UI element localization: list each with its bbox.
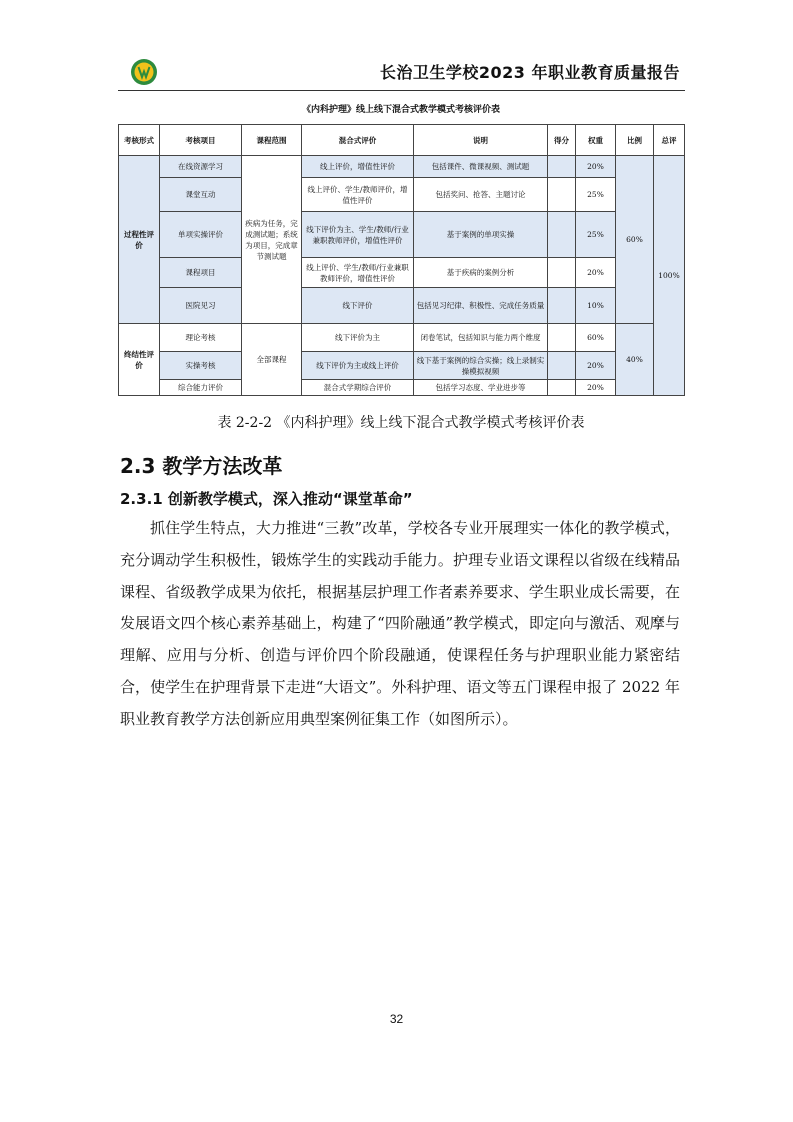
table-caption: 表 2-2-2 《内科护理》线上线下混合式教学模式考核评价表 — [217, 415, 585, 431]
total-cell: 100% — [654, 156, 685, 396]
header-cell: 总评 — [654, 125, 685, 156]
section-heading: 2.3 教学方法改革 — [120, 454, 283, 478]
score-cell — [548, 212, 576, 258]
weight-cell: 20% — [576, 380, 616, 396]
header-cell: 比例 — [616, 125, 654, 156]
weight-cell: 20% — [576, 258, 616, 288]
eval-cell: 线下评价 — [302, 288, 414, 324]
table-row — [119, 288, 685, 324]
table-row — [119, 178, 685, 212]
header-cell: 考核项目 — [160, 125, 242, 156]
header-cell: 说明 — [414, 125, 548, 156]
item-cell: 课堂互动 — [160, 178, 242, 212]
eval-cell: 线上评价、学生/教师评价，增值性评价 — [302, 178, 414, 212]
header-divider — [118, 90, 685, 91]
desc-cell: 包括奖问、抢答、主题讨论 — [414, 178, 548, 212]
header-cell: 权重 — [576, 125, 616, 156]
eval-cell: 线上评价、学生/教师/行业兼职教师评价，增值性评价 — [302, 258, 414, 288]
body-paragraph: 抓住学生特点，大力推进“三教”改革，学校各专业开展理实一体化的教学模式，充分调动学生积极性，锻炼学生的实践动手能力。护理专业语文课程以省级在线精品课程、省级教学成果为依托，根据基层护理工作者素养要求、学生职业成长需要，在发展语文四个核心素养基础上，构建了“四阶融通”教学模式，即定向与激活、观摩与理解、应用与分析、创造与评价四个阶段融通，使课程任务与护理职业能力紧密结合，使学生在护理背景下走进“大语文”。外科护理、语文等五门课程申报了 2022 年职业教育教学方法创新应用典型案例征集工作（如图所示）。 — [120, 519, 680, 728]
desc-cell: 包括课件、微课视频、测试题 — [414, 156, 548, 178]
table-row — [119, 156, 685, 178]
eval-cell: 线上评价，增值性评价 — [302, 156, 414, 178]
weight-cell: 60% — [576, 324, 616, 352]
item-cell: 在线资源学习 — [160, 156, 242, 178]
assessment-table — [118, 124, 685, 396]
table-row — [119, 324, 685, 352]
group-label-process: 过程性评价 — [119, 156, 160, 324]
desc-cell: 基于疾病的案例分析 — [414, 258, 548, 288]
eval-cell: 线下评价为主、学生/教师/行业兼职教师评价，增值性评价 — [302, 212, 414, 258]
range-cell: 疾病为任务，完成测试题；系统为项目，完成章节测试题 — [242, 156, 302, 324]
ratio-cell: 40% — [616, 324, 654, 396]
desc-cell: 闭卷笔试，包括知识与能力两个维度 — [414, 324, 548, 352]
table-title: 《内科护理》线上线下混合式教学模式考核评价表 — [301, 105, 500, 115]
eval-cell: 混合式学期综合评价 — [302, 380, 414, 396]
header-cell: 得分 — [548, 125, 576, 156]
item-cell: 课程项目 — [160, 258, 242, 288]
table-row — [119, 380, 685, 396]
range-cell: 全部课程 — [242, 324, 302, 396]
desc-cell: 基于案例的单项实操 — [414, 212, 548, 258]
header-cell: 课程范围 — [242, 125, 302, 156]
group-label-final: 终结性评价 — [119, 324, 160, 396]
table-header-row — [119, 125, 685, 156]
table-row — [119, 212, 685, 258]
weight-cell: 25% — [576, 212, 616, 258]
eval-cell: 线下评价为主 — [302, 324, 414, 352]
item-cell: 综合能力评价 — [160, 380, 242, 396]
score-cell — [548, 352, 576, 380]
header-cell: 混合式评价 — [302, 125, 414, 156]
score-cell — [548, 380, 576, 396]
weight-cell: 25% — [576, 178, 616, 212]
weight-cell: 20% — [576, 352, 616, 380]
score-cell — [548, 288, 576, 324]
score-cell — [548, 178, 576, 212]
desc-cell: 包括见习纪律、积极性、完成任务质量 — [414, 288, 548, 324]
ratio-cell: 60% — [616, 156, 654, 324]
eval-cell: 线下评价为主或线上评价 — [302, 352, 414, 380]
desc-cell: 包括学习态度、学业进步等 — [414, 380, 548, 396]
school-logo-icon — [130, 58, 158, 86]
page-header — [120, 52, 680, 92]
weight-cell: 20% — [576, 156, 616, 178]
item-cell: 实操考核 — [160, 352, 242, 380]
score-cell — [548, 258, 576, 288]
score-cell — [548, 324, 576, 352]
page-number: 32 — [389, 1012, 404, 1026]
subsection-heading: 2.3.1 创新教学模式，深入推动“课堂革命” — [120, 490, 413, 508]
item-cell: 理论考核 — [160, 324, 242, 352]
score-cell — [548, 156, 576, 178]
header-title: 长治卫生学校2023 年职业教育质量报告 — [379, 63, 680, 82]
table-row — [119, 258, 685, 288]
desc-cell: 线下基于案例的综合实操；线上录制实操模拟视频 — [414, 352, 548, 380]
item-cell: 单项实操评价 — [160, 212, 242, 258]
header-cell: 考核形式 — [119, 125, 160, 156]
weight-cell: 10% — [576, 288, 616, 324]
table-row — [119, 352, 685, 380]
item-cell: 医院见习 — [160, 288, 242, 324]
